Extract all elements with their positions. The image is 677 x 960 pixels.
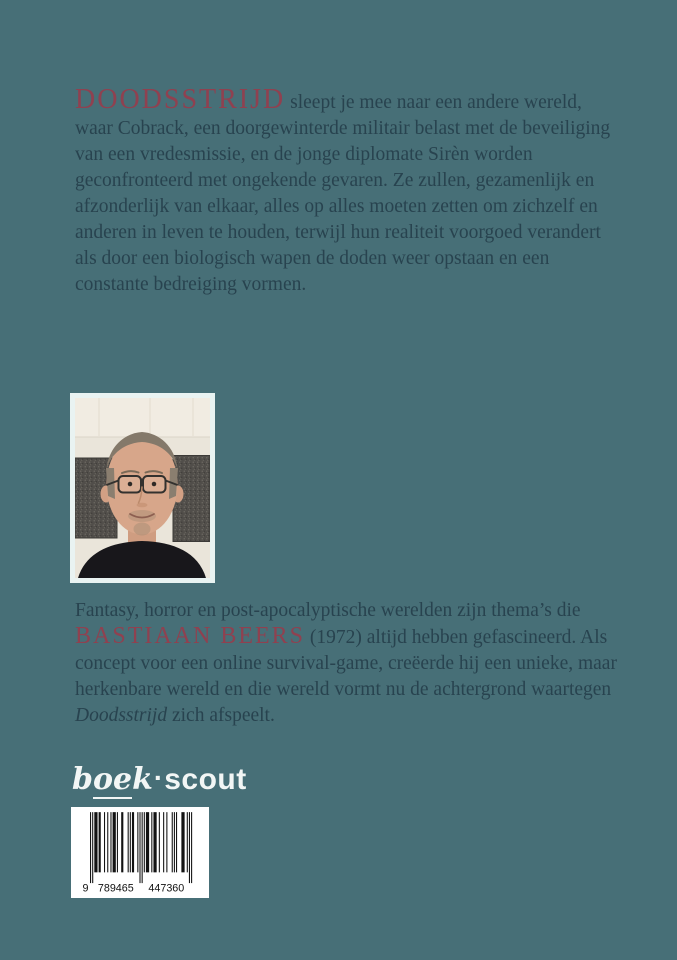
author-photo-frame — [70, 393, 215, 583]
book-title: DOODSSTRIJD — [75, 84, 286, 115]
synopsis-text: sleept je mee naar een andere wereld, waar Cobrack, een doorgewinterde militair belast met de beveiliging van een vredesmissie, en de jonge diplomate Sirèn worden geconfronteerd met ongekende gevaren. Ze zullen, gezamenlijk en afzonderlijk van elkaar, alles op alles moeten zetten om zichzelf en anderen in leven te houden, terwijl hun realiteit voorgoed verandert als door een biologisch wapen de doden weer opstaan en een constante bedreiging vormen. — [75, 92, 611, 295]
logo-boek: boek — [72, 762, 153, 797]
logo-scout: scout — [164, 763, 247, 796]
barcode-digit-lead: 9 — [82, 882, 89, 895]
publisher-logo — [72, 762, 247, 797]
author-portrait — [75, 398, 210, 578]
barcode-bars-svg — [76, 810, 204, 896]
logo-oe-underlined: oe — [92, 762, 133, 797]
barcode-bars — [90, 812, 192, 883]
author-bio-paragraph — [75, 598, 623, 729]
author-birth-year: (1972) — [309, 627, 362, 648]
barcode-digits-right: 447360 — [148, 882, 185, 895]
book-title-italic: Doodsstrijd — [75, 705, 168, 726]
logo-dot-separator: · — [153, 762, 164, 793]
author-name: BASTIAAN BEERS — [75, 623, 306, 649]
synopsis-paragraph — [75, 86, 620, 298]
barcode-digits-left: 789465 — [97, 882, 134, 895]
bio-middle: altijd hebben gefascineerd. Als concept voor een online survival-game, creëerde hij een unieke, maar herkenbare wereld en die wereld vormt nu de achtergrond waartegen — [75, 627, 617, 700]
bio-intro: Fantasy, horror en post-apocalyptische werelden zijn thema’s die — [75, 600, 581, 621]
barcode — [71, 807, 209, 898]
bio-end: zich afspeelt. — [171, 705, 275, 726]
